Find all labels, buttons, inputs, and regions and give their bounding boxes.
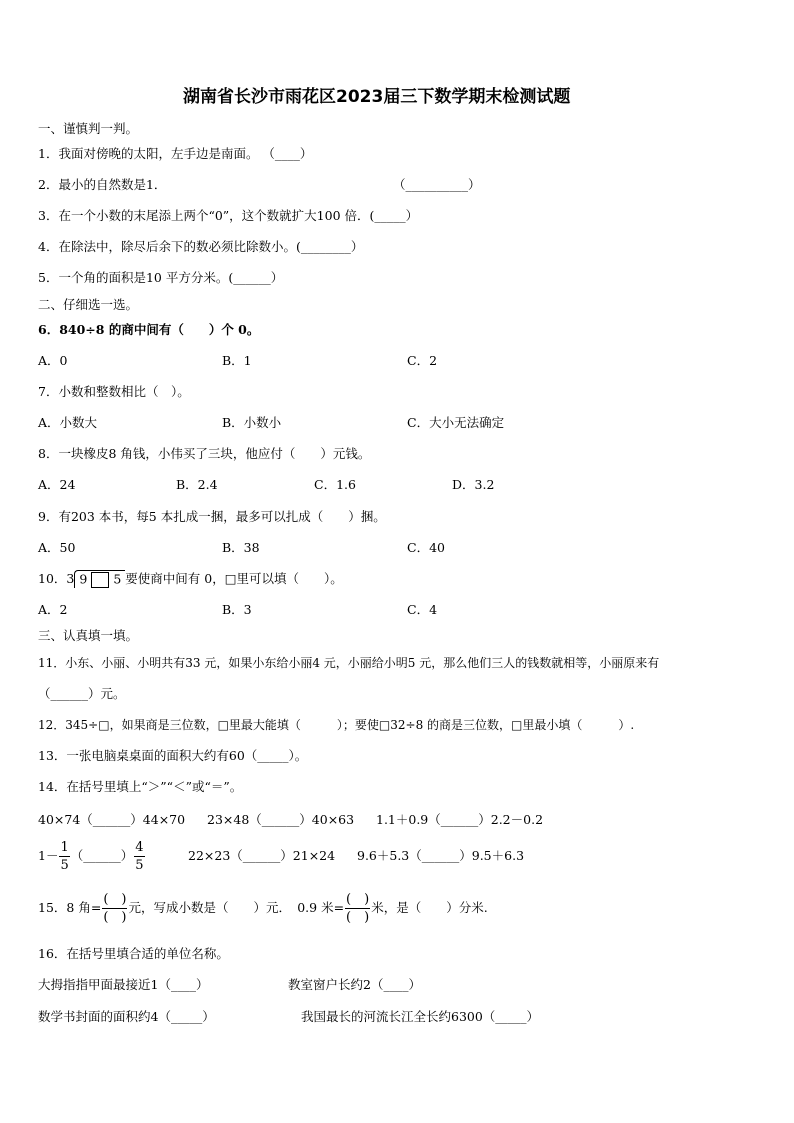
question-9-option-c: C．40 (407, 540, 445, 555)
question-14-row-2-fraction-item (38, 838, 146, 874)
question-8-option-b: B．2.4 (176, 477, 218, 492)
question-9: 9．有203 本书，每5 本扎成一捆，最多可以扎成（ ）捆。 (38, 509, 386, 524)
question-3: 3．在一个小数的末尾添上两个“0”，这个数就扩大100 倍．(_____） (38, 208, 419, 223)
question-10-option-c: C．4 (407, 602, 438, 617)
question-2-answer-blank: （__________） (393, 177, 481, 192)
fraction-blank-meter (345, 891, 370, 926)
division-digit-1: 9 (79, 571, 88, 586)
fraction-four-fifths (134, 839, 144, 874)
question-11-line-2: （______）元。 (38, 686, 126, 701)
question-16-item-4: 我国最长的河流长江全长约6300（_____） (301, 1009, 540, 1024)
question-4: 4．在除法中，除尽后余下的数必须比除数小。(________） (38, 239, 364, 254)
fraction-numerator: ( ) (103, 892, 127, 907)
question-8-option-d: D．3.2 (452, 477, 495, 492)
section-heading-fill: 三、认真填一填。 (38, 628, 139, 643)
question-14-item-3: 1.1＋0.9（______）2.2－0.2 (376, 812, 544, 827)
fraction-denominator: ( ) (346, 910, 370, 925)
question-16-item-2: 教室窗户长约2（____） (288, 977, 421, 992)
question-16-item-1: 大拇指指甲面最接近1（____） (38, 977, 209, 992)
question-10-option-a: A．2 (38, 602, 68, 617)
question-9-option-a: A．50 (38, 540, 76, 555)
question-1: 1．我面对傍晚的太阳，左手边是南面。 （____） (38, 146, 313, 161)
question-6: 6．840÷8 的商中间有（ ）个 0。 (38, 322, 260, 337)
question-14-item-6: 9.6＋5.3（______）9.5＋6.3 (357, 848, 525, 863)
question-7-option-a: A．小数大 (38, 415, 98, 430)
section-heading-judge: 一、谨慎判一判。 (38, 121, 139, 136)
division-bracket (74, 570, 125, 588)
question-16: 16．在括号里填合适的单位名称。 (38, 946, 229, 961)
question-15 (38, 889, 488, 927)
question-10-number: 10． (38, 571, 67, 586)
digit-box-icon (91, 572, 109, 588)
question-8-option-c: C．1.6 (314, 477, 356, 492)
fraction-lead: 1－ (38, 848, 59, 863)
compare-blank: （______） (70, 848, 134, 863)
question-8: 8．一块橡皮8 角钱，小伟买了三块，他应付（ ）元钱。 (38, 446, 371, 461)
question-7-option-c: C．大小无法确定 (407, 415, 505, 430)
question-12: 12．345÷□，如果商是三位数，□里最大能填（ ）；要使□32÷8 的商是三位数，□里最小填（ ）. (38, 718, 635, 732)
question-10-text: 要使商中间有 0，□里可以填（ ）。 (125, 571, 343, 586)
page-title: 湖南省长沙市雨花区2023届三下数学期末检测试题 (183, 87, 571, 107)
question-5: 5．一个角的面积是10 平方分米。(______） (38, 270, 284, 285)
question-14: 14．在括号里填上“＞”“＜”或“＝”。 (38, 779, 243, 794)
question-11-line-1: 11．小东、小丽、小明共有33 元，如果小东给小丽4 元，小丽给小明5 元，那么他们三人的钱数就相等，小丽原来有 (38, 656, 660, 670)
question-10-option-b: B．3 (222, 602, 252, 617)
question-2: 2．最小的自然数是1． (38, 177, 167, 192)
question-7-option-b: B．小数小 (222, 415, 282, 430)
fraction-blank-yuan (102, 891, 127, 926)
fraction-denominator: ( ) (103, 910, 127, 925)
question-15-part-b: 元，写成小数是（ ）元． 0.9 米= (128, 900, 345, 915)
question-6-option-b: B．1 (222, 353, 252, 368)
question-7: 7．小数和整数相比（ ）。 (38, 384, 190, 399)
fraction-denominator: 5 (135, 858, 144, 873)
question-16-item-3: 数学书封面的面积约4（_____） (38, 1009, 215, 1024)
question-15-part-c: 米，是（ ）分米. (371, 900, 488, 915)
section-heading-choose: 二、仔细选一选。 (38, 297, 139, 312)
fraction-numerator: 1 (60, 840, 69, 855)
division-divisor: 3 (66, 571, 75, 586)
fraction-numerator: ( ) (346, 892, 370, 907)
question-15-part-a: 15．8 角= (38, 900, 102, 915)
division-digit-2: 5 (113, 571, 122, 586)
question-14-item-1: 40×74（______）44×70 (38, 812, 186, 827)
question-9-option-b: B．38 (222, 540, 260, 555)
question-13: 13．一张电脑桌桌面的面积大约有60（_____）。 (38, 748, 308, 763)
question-6-option-c: C．2 (407, 353, 438, 368)
question-14-item-2: 23×48（______）40×63 (207, 812, 355, 827)
question-10 (38, 569, 343, 589)
fraction-numerator: 4 (135, 840, 144, 855)
question-14-item-5: 22×23（______）21×24 (188, 848, 336, 863)
fraction-denominator: 5 (60, 858, 69, 873)
question-8-option-a: A．24 (38, 477, 76, 492)
question-6-option-a: A．0 (38, 353, 68, 368)
fraction-one-fifth (59, 839, 69, 874)
